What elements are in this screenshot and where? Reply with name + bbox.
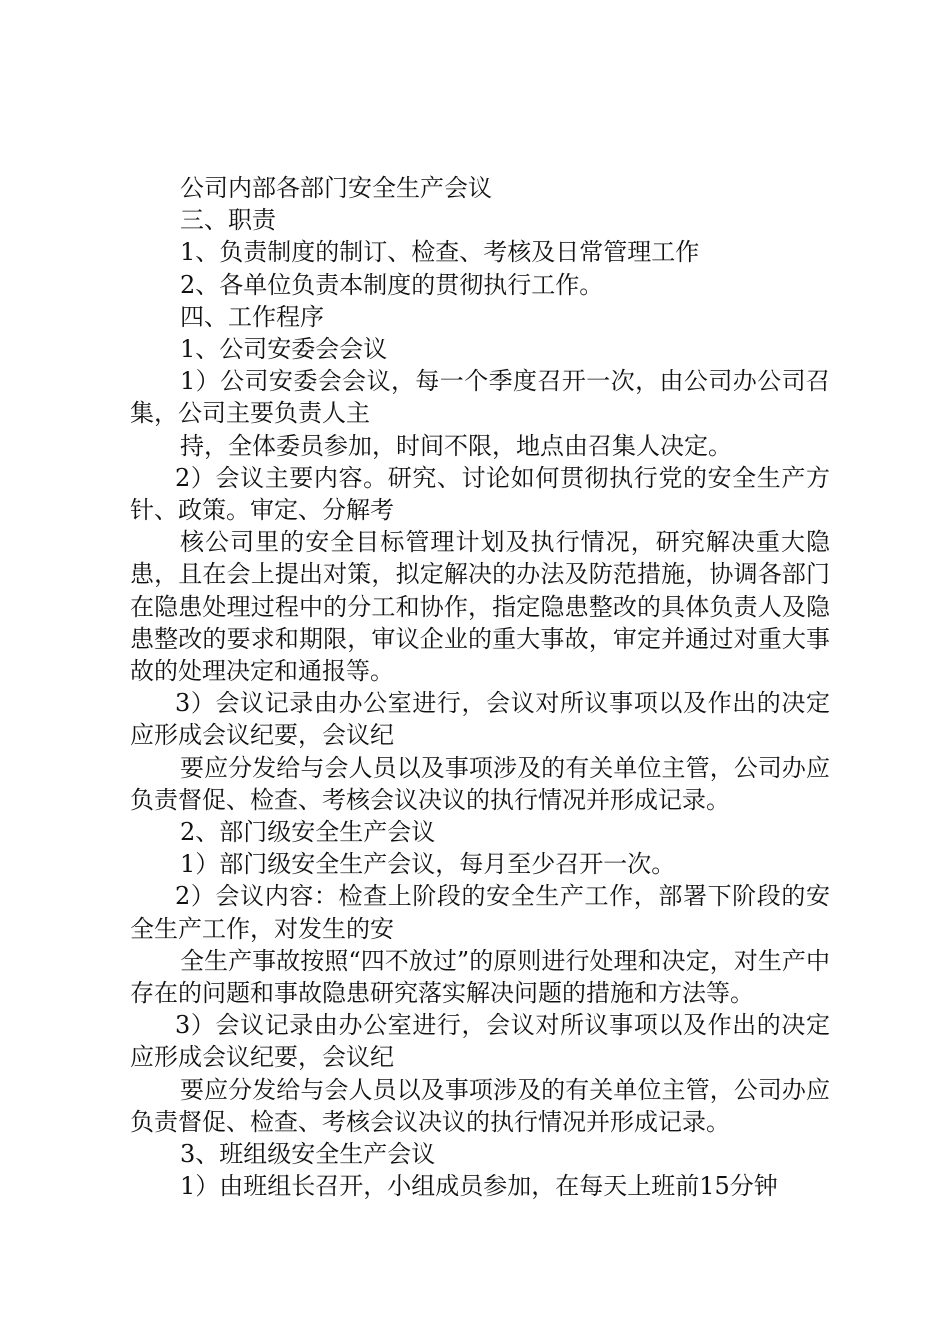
- subsection-heading: 3、班组级安全生产会议: [180, 1140, 436, 1169]
- paragraph: 1、负责制度的制订、检查、考核及日常管理工作: [180, 238, 700, 267]
- paragraph: 1）公司安委会会议，每一个季度召开一次，由公司办公司召集，公司主要负责人主: [130, 367, 830, 428]
- subsection-heading: 2、部门级安全生产会议: [180, 818, 436, 847]
- paragraph: 2）会议主要内容。研究、讨论如何贯彻执行党的安全生产方针、政策。审定、分解考: [130, 463, 830, 525]
- paragraph: 核公司里的安全目标管理计划及执行情况，研究解决重大隐患，且在会上提出对策，拟定解决的办法及防范措施，协调各部门在隐患处理过程中的分工和协作，指定隐患整改的具体负责人及隐患整改的要求和期限，审议企业的重大事故，审定并通过对重大事故的处理决定和通报等。: [130, 528, 830, 686]
- paragraph: 要应分发给与会人员以及事项涉及的有关单位主管，公司办应负责督促、检查、考核会议决议的执行情况并形成记录。: [130, 1075, 830, 1136]
- subsection-heading: 1、公司安委会会议: [180, 335, 388, 364]
- document-body: [130, 172, 830, 1203]
- paragraph: 3）会议记录由办公室进行，会议对所议事项以及作出的决定应形成会议纪要，会议纪: [130, 1011, 830, 1072]
- paragraph: 1）由班组长召开，小组成员参加，在每天上班前15分钟: [180, 1172, 778, 1201]
- paragraph: 持，全体委员参加，时间不限，地点由召集人决定。: [180, 431, 732, 460]
- paragraph: 2、各单位负责本制度的贯彻执行工作。: [180, 270, 604, 299]
- paragraph: 1）部门级安全生产会议，每月至少召开一次。: [180, 850, 676, 879]
- section-heading: 四、工作程序: [180, 302, 324, 331]
- paragraph: 全生产事故按照“四不放过”的原则进行处理和决定，对生产中存在的问题和事故隐患研究落实解决问题的措施和方法等。: [130, 946, 830, 1008]
- paragraph: 要应分发给与会人员以及事项涉及的有关单位主管，公司办应负责督促、检查、考核会议决议的执行情况并形成记录。: [130, 753, 830, 814]
- paragraph: 3）会议记录由办公室进行，会议对所议事项以及作出的决定应形成会议纪要，会议纪: [130, 689, 830, 750]
- paragraph: 公司内部各部门安全生产会议: [180, 174, 492, 202]
- section-heading: 三、职责: [180, 206, 276, 235]
- paragraph: 2）会议内容：检查上阶段的安全生产工作，部署下阶段的安全生产工作，对发生的安: [130, 882, 830, 943]
